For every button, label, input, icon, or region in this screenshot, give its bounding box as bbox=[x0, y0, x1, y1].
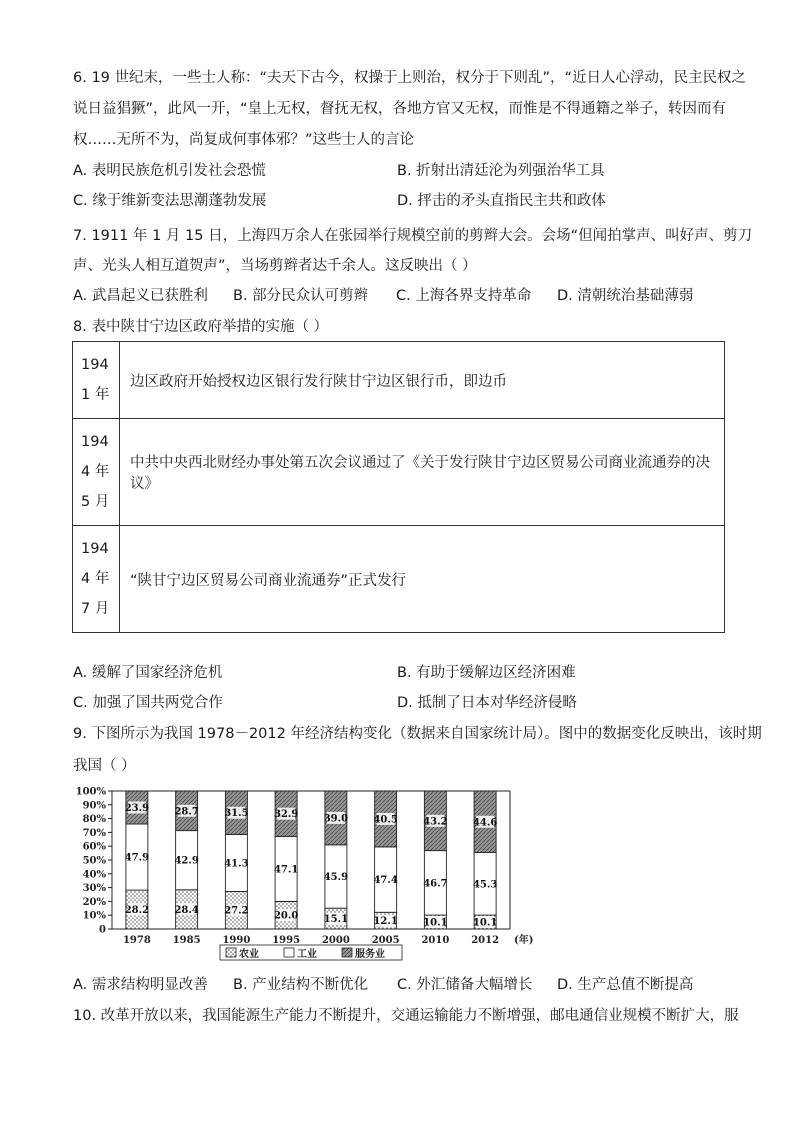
x-tick-label: 1995 bbox=[272, 935, 301, 946]
q7-option-d[interactable]: D. 清朝统治基础薄弱 bbox=[557, 288, 694, 304]
legend-label: 服务业 bbox=[355, 949, 385, 960]
y-tick-label: 30% bbox=[82, 883, 106, 895]
data-label: 47.1 bbox=[273, 864, 299, 876]
legend-label: 工业 bbox=[297, 949, 317, 960]
q9-option-d[interactable]: D. 生产总值不断提高 bbox=[557, 977, 694, 993]
x-tick-label: 2005 bbox=[371, 935, 400, 946]
y-tick-label: 90% bbox=[82, 800, 106, 812]
y-tick-label: 70% bbox=[82, 827, 106, 839]
x-tick-label: 1985 bbox=[172, 935, 201, 946]
q8-table bbox=[72, 341, 725, 633]
data-label: 47.4 bbox=[373, 875, 398, 887]
q8-row-1-date: 1941 年 bbox=[73, 342, 120, 419]
q6-stem-line-3: 权……无所不为，尚复成何事体邪？”这些士人的言论 bbox=[73, 132, 415, 148]
table-row bbox=[73, 342, 725, 419]
economic-structure-chart bbox=[70, 783, 534, 973]
q9-stem-line-1: 9. 下图所示为我国 1978－2012 年经济结构变化（数据来自国家统计局）。图中的数据变化反映出，该时期 bbox=[73, 726, 762, 742]
q8-option-a[interactable]: A. 缓解了国家经济危机 bbox=[73, 665, 223, 681]
q9-option-b[interactable]: B. 产业结构不断优化 bbox=[233, 977, 369, 993]
data-label: 46.7 bbox=[423, 878, 448, 890]
table-row bbox=[73, 419, 725, 526]
legend-swatch-工业 bbox=[284, 948, 294, 957]
data-label: 44.6 bbox=[472, 817, 498, 829]
q9-stem-line-2: 我国（ ） bbox=[73, 758, 136, 774]
data-label: 43.2 bbox=[423, 816, 448, 828]
x-tick-label: 1978 bbox=[122, 935, 151, 946]
y-tick-label: 10% bbox=[82, 910, 106, 922]
data-label: 23.9 bbox=[124, 802, 150, 814]
y-tick-label: 0 bbox=[99, 924, 106, 936]
q7-option-a[interactable]: A. 武昌起义已获胜利 bbox=[73, 288, 208, 304]
q8-row-2-date: 1944 年 5 月 bbox=[73, 419, 120, 526]
q6-option-c[interactable]: C. 缘于维新变法思潮蓬勃发展 bbox=[73, 193, 267, 209]
data-label: 10.1 bbox=[423, 917, 448, 929]
data-label: 32.9 bbox=[273, 809, 299, 821]
data-label: 28.2 bbox=[124, 905, 150, 917]
q8-stem: 8. 表中陕甘宁边区政府举措的实施（ ） bbox=[73, 319, 329, 335]
data-label: 28.7 bbox=[174, 806, 199, 818]
data-label: 31.5 bbox=[224, 808, 249, 820]
q6-option-b[interactable]: B. 折射出清廷沦为列强治华工具 bbox=[397, 163, 605, 179]
x-tick-label: 1990 bbox=[222, 935, 251, 946]
q6-option-d[interactable]: D. 抨击的矛头直指民主共和政体 bbox=[397, 193, 606, 209]
x-tick-label: 2000 bbox=[321, 935, 350, 946]
data-label: 47.9 bbox=[124, 852, 150, 864]
data-label: 28.4 bbox=[174, 904, 199, 916]
q9-option-a[interactable]: A. 需求结构明显改善 bbox=[73, 977, 208, 993]
y-tick-label: 20% bbox=[82, 896, 106, 908]
q8-row-2-event: 中共中央西北财经办事处第五次会议通过了《关于发行陕甘宁边区贸易公司商业流通券的决议》 bbox=[120, 419, 725, 526]
data-label: 20.0 bbox=[273, 910, 299, 922]
q7-option-b[interactable]: B. 部分民众认可剪辫 bbox=[233, 288, 369, 304]
table-row bbox=[73, 526, 725, 633]
data-label: 45.3 bbox=[472, 879, 498, 891]
q7-option-c[interactable]: C. 上海各界支持革命 bbox=[396, 288, 532, 304]
data-label: 42.9 bbox=[174, 855, 199, 867]
q10-stem-line-1: 10. 改革开放以来，我国能源生产能力不断提升，交通运输能力不断增强，邮电通信业规模不断扩大，服 bbox=[73, 1008, 739, 1024]
q6-option-a[interactable]: A. 表明民族危机引发社会恐慌 bbox=[73, 163, 266, 179]
q7-stem-line-2: 声、光头人相互道贺声”，当场剪辫者达千余人。这反映出（ ） bbox=[73, 258, 477, 274]
q7-stem-line-1: 7. 1911 年 1 月 15 日，上海四万余人在张园举行规模空前的剪辫大会。会场“但闻拍掌声、叫好声、剪刀 bbox=[73, 228, 753, 244]
q6-stem-line-1: 6. 19 世纪末，一些士人称：“夫天下古今，权操于上则治，权分于下则乱”，“近日人心浮动，民主民权之 bbox=[73, 70, 747, 86]
q8-row-1-event: 边区政府开始授权边区银行发行陕甘宁边区银行币，即边币 bbox=[120, 342, 725, 419]
q8-row-3-event: “陕甘宁边区贸易公司商业流通券”正式发行 bbox=[120, 526, 725, 633]
data-label: 45.9 bbox=[323, 871, 349, 883]
q8-option-d[interactable]: D. 抵制了日本对华经济侵略 bbox=[397, 695, 577, 711]
y-tick-label: 100% bbox=[75, 786, 106, 798]
q8-row-3-date: 1944 年 7 月 bbox=[73, 526, 120, 633]
data-label: 27.2 bbox=[224, 905, 249, 917]
q8-option-b[interactable]: B. 有助于缓解边区经济困难 bbox=[397, 665, 576, 681]
x-tick-label: 2010 bbox=[421, 935, 450, 946]
legend-label: 农业 bbox=[239, 949, 259, 960]
q9-option-c[interactable]: C. 外汇储备大幅增长 bbox=[397, 977, 533, 993]
q8-option-c[interactable]: C. 加强了国共两党合作 bbox=[73, 695, 223, 711]
legend-swatch-农业 bbox=[226, 948, 236, 957]
data-label: 40.5 bbox=[373, 814, 398, 826]
y-tick-label: 50% bbox=[82, 855, 106, 867]
y-tick-label: 80% bbox=[82, 814, 106, 826]
x-axis-unit: (年) bbox=[514, 935, 534, 946]
y-tick-label: 40% bbox=[82, 869, 106, 881]
y-tick-label: 60% bbox=[82, 841, 106, 853]
q6-stem-line-2: 说日益猖獗”，此风一开，“皇上无权，督抚无权，各地方官又无权，而惟是不得通籍之举子，转因而有 bbox=[73, 101, 727, 117]
legend-swatch-服务业 bbox=[342, 948, 352, 957]
data-label: 15.1 bbox=[323, 914, 349, 926]
plot-frame bbox=[112, 791, 510, 929]
data-label: 10.1 bbox=[472, 917, 498, 929]
data-label: 12.1 bbox=[373, 916, 398, 928]
data-label: 39.0 bbox=[323, 813, 349, 825]
data-label: 41.3 bbox=[224, 858, 249, 870]
x-tick-label: 2012 bbox=[471, 935, 500, 946]
